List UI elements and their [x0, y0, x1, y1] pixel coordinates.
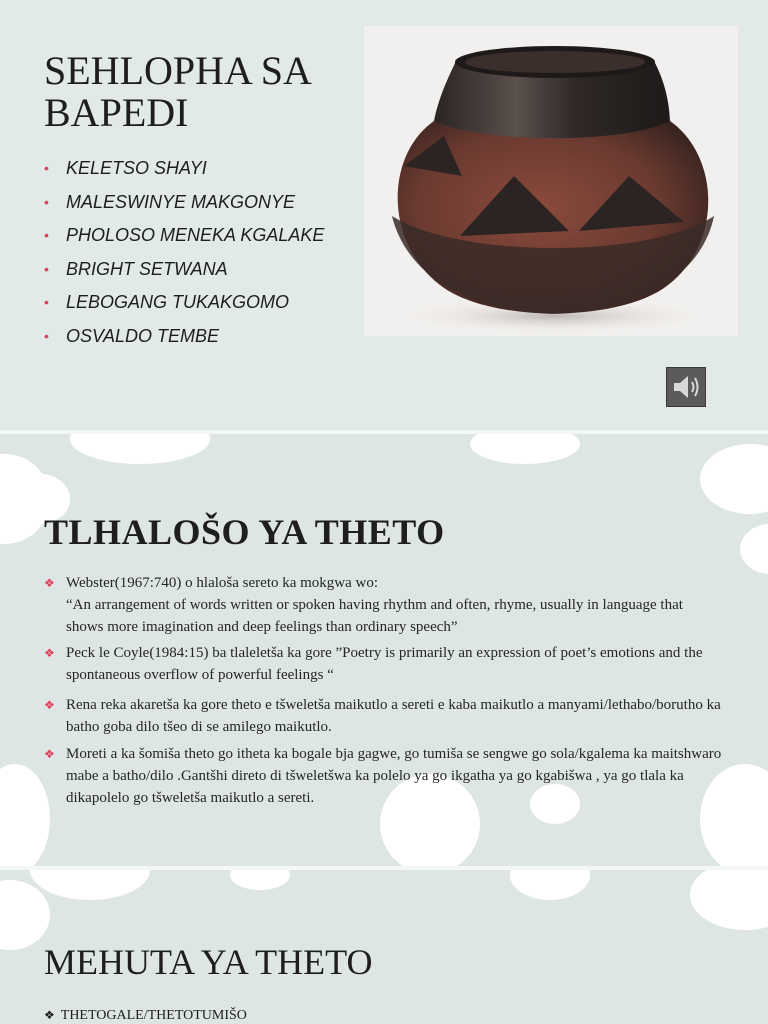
decor-blob [740, 524, 768, 574]
definition-list [44, 694, 724, 738]
bullet-dot-icon: • [44, 327, 49, 344]
diamond-bullet-icon: ❖ [44, 1008, 55, 1022]
list-item: ❖ Peck le Coyle(1984:15) ba tlaleletša ka gore ”Poetry is primarily an expression of poet’s emotions and the spontaneous overflow of powerful feelings “ [44, 642, 724, 686]
decor-blob [470, 434, 580, 464]
bullet-dot-icon: • [44, 294, 49, 310]
slide-1-title: SEHLOPHA SA BAPEDI [44, 48, 310, 135]
diamond-bullet-icon: ❖ [44, 747, 55, 761]
list-item: ❖ Moreti a ka šomiša theto go itheta ka bogale bja gagwe, go tumiša se sengwe go sola/kgalema ka maitshwaro mabe a batho/dilo .Gantšhi direto di tšweletšwa ka polelo ya go ikgatha ya go kgabišwa , ya go tlala ka dikapolelo go tšweletša maikutlo a sereti. [44, 743, 724, 809]
diamond-bullet-icon: ❖ [44, 646, 55, 660]
definition-list [44, 572, 724, 638]
definition-list [44, 743, 724, 809]
slide-2 [0, 434, 768, 866]
member-item: • MALESWINYE MAKGONYE [44, 191, 296, 212]
decor-blob [230, 870, 290, 890]
bullet-dot-icon: • [44, 260, 49, 277]
speaker-glyph [667, 368, 705, 406]
decor-blob [0, 764, 50, 866]
slide-3-title: MEHUTA YA THETO [44, 942, 373, 982]
member-list [44, 156, 324, 357]
slide-2-title: TLHALOŠO YA THETO [44, 512, 445, 552]
list-item: ❖ Rena reka akaretša ka gore theto e tšweletša maikutlo a sereti e kaba maikutlo a manyami/lethabo/borutho ka batho goba dilo tšeo di se amilego maikutlo. [44, 694, 724, 738]
decor-blob [510, 870, 590, 900]
member-item: • LEBOGANG TUKAKGOMO [44, 292, 290, 312]
decor-blob [30, 870, 150, 900]
clay-pot-image [364, 26, 738, 336]
member-item: • KELETSO SHAYI [44, 158, 207, 178]
list-item: ❖ Webster(1967:740) o hlaloša sereto ka mokgwa wo: “An arrangement of words written or spoken having rhythm and often, rhyme, usually in language that shows more imagination and deep feelings than ordinary speech” [44, 572, 724, 638]
bullet-dot-icon: • [44, 193, 49, 210]
definition-list [44, 642, 724, 686]
bullet-dot-icon: • [44, 227, 49, 243]
slide-3 [0, 870, 768, 1024]
decor-blob [70, 434, 210, 464]
diamond-bullet-icon: ❖ [44, 576, 55, 590]
bullet-dot-icon: • [44, 160, 49, 176]
speaker-icon[interactable] [666, 367, 706, 407]
member-item: • BRIGHT SETWANA [44, 258, 228, 279]
member-item: • OSVALDO TEMBE [44, 325, 220, 346]
diamond-bullet-icon: ❖ [44, 698, 55, 712]
decor-blob [700, 444, 768, 514]
list-item: ❖ THETOGALE/THETOTUMIŠO [44, 1008, 247, 1023]
decor-blob [0, 880, 50, 950]
member-item: • PHOLOSO MENEKA KGALAKE [44, 225, 325, 245]
slide-1 [0, 0, 768, 430]
pot-drawing [364, 26, 738, 336]
decor-blob [690, 870, 768, 930]
